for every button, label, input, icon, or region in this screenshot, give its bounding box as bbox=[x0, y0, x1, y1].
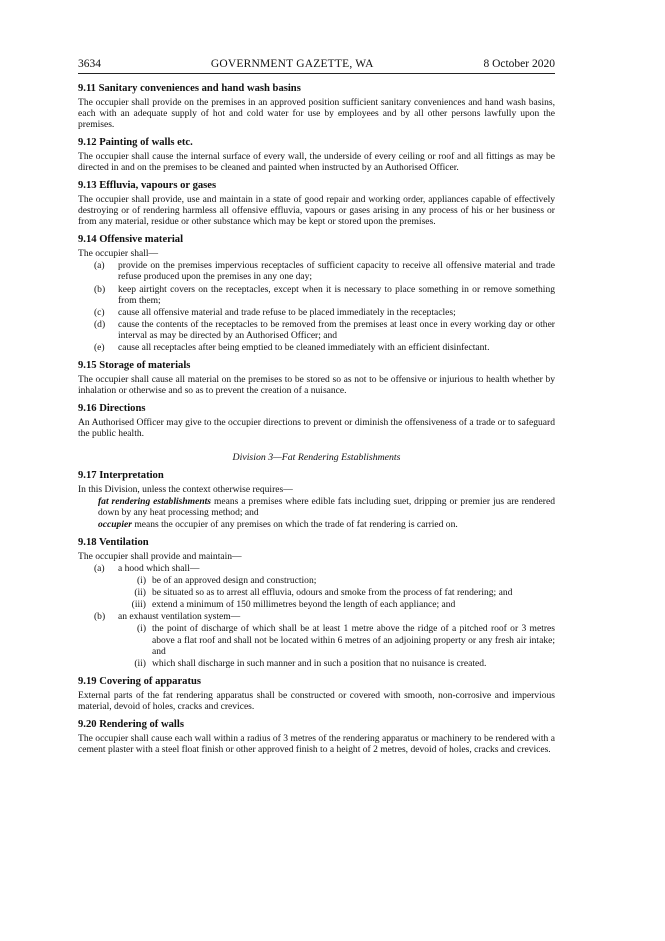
sub-list-item: (iii) extend a minimum of 150 millimetres beyond the length of each appliance; and bbox=[131, 599, 456, 611]
division-title: Division 3—Fat Rendering Establishments bbox=[232, 451, 401, 463]
page-header bbox=[78, 58, 555, 74]
intro-9-18: The occupier shall provide and maintain— bbox=[78, 551, 242, 563]
list-item: (d) cause the contents of the receptacles to be removed from the premises at least once in every working day or other interval as may be directed by an Authorised Officer; and bbox=[94, 318, 555, 341]
list-item: (b) an exhaust ventilation system— bbox=[94, 611, 241, 623]
heading-9-11: 9.11 Sanitary conveniences and hand wash basins bbox=[78, 83, 301, 94]
definition-fat-rendering: fat rendering establishments means a premises where edible fats including suet, dripping or premier jus are rendered down by any heat processing method; and bbox=[98, 496, 555, 519]
intro-9-17: In this Division, unless the context otherwise requires— bbox=[78, 483, 293, 495]
text-9-12: The occupier shall cause the internal surface of every wall, the underside of every ceiling or roof and all fittings as may be directed in and on the premises to be cleaned and painted when instructed by an Authorised Officer. bbox=[78, 151, 555, 174]
gazette-page bbox=[78, 58, 555, 755]
list-item: (a) a hood which shall— bbox=[94, 563, 200, 575]
heading-9-16: 9.16 Directions bbox=[78, 402, 146, 414]
gazette-date: 8 October 2020 bbox=[483, 58, 555, 70]
heading-9-12: 9.12 Painting of walls etc. bbox=[78, 137, 193, 149]
sub-list-item: (i) the point of discharge of which shall be at least 1 metre above the ridge of a pitched roof or 3 metres above a flat roof and shall not be located within 6 metres of an adjoining property or any fresh air intake; and bbox=[136, 623, 555, 657]
gazette-title: GOVERNMENT GAZETTE, WA bbox=[210, 58, 374, 70]
list-item: (a) provide on the premises impervious receptacles of sufficient capacity to receive all offensive material and trade refuse produced upon the premises in any one day; bbox=[94, 260, 555, 283]
sub-list-item: (i) be of an approved design and construction; bbox=[136, 575, 317, 587]
heading-9-18: 9.18 Ventilation bbox=[78, 537, 149, 549]
heading-9-19: 9.19 Covering of apparatus bbox=[78, 675, 202, 687]
list-item: (e) cause all receptacles after being emptied to be cleaned immediately with an efficient disinfectant. bbox=[94, 341, 490, 353]
heading-9-20: 9.20 Rendering of walls bbox=[78, 718, 184, 730]
intro-9-14: The occupier shall— bbox=[78, 248, 159, 260]
definition-occupier: occupier means the occupier of any premises on which the trade of fat rendering is carried on. bbox=[98, 519, 458, 531]
heading-9-13: 9.13 Effluvia, vapours or gases bbox=[78, 180, 217, 192]
heading-9-14: 9.14 Offensive material bbox=[78, 234, 184, 246]
list-item: (c) cause all offensive material and trade refuse to be placed immediately in the receptacles; bbox=[94, 306, 456, 318]
sub-list-item: (ii) which shall discharge in such manner and in such a position that no nuisance is created. bbox=[134, 657, 487, 669]
sub-list-item: (ii) be situated so as to arrest all effluvia, odours and smoke from the process of fat rendering; and bbox=[134, 587, 513, 599]
heading-9-17: 9.17 Interpretation bbox=[78, 469, 164, 481]
text-9-15: The occupier shall cause all material on the premises to be stored so as not to be offensive or injurious to health whether by inhalation or otherwise and so as to prevent the creation of a nuisance. bbox=[78, 373, 555, 396]
text-9-16: An Authorised Officer may give to the occupier directions to prevent or diminish the offensiveness of a trade or to safeguard the public health. bbox=[78, 416, 555, 439]
page-number: 3634 bbox=[78, 58, 101, 70]
heading-9-15: 9.15 Storage of materials bbox=[78, 359, 191, 371]
text-9-13: The occupier shall provide, use and maintain in a state of good repair and working order, appliances capable of effectively destroying or of rendering harmless all offensive effluvia, vapours or gases arising in any process of his or her business or from any material, residue or other substance which may be kept or stored upon the premises. bbox=[78, 194, 555, 228]
list-item: (b) keep airtight covers on the receptacles, except when it is necessary to place something in or remove something from them; bbox=[94, 283, 555, 306]
text-9-11: The occupier shall provide on the premises in an approved position sufficient sanitary conveniences and hand wash basins, each with an adequate supply of hot and cold water for use by employees and by all other persons lawfully upon the premises. bbox=[78, 97, 555, 131]
text-9-19: External parts of the fat rendering apparatus shall be constructed or covered with smooth, non-corrosive and impervious material, devoid of holes, cracks and crevices. bbox=[78, 689, 555, 712]
text-9-20: The occupier shall cause each wall within a radius of 3 metres of the rendering apparatus or machinery to be rendered with a cement plaster with a steel float finish or other approved finish to a height of 2 metres, devoid of holes, cracks and crevices. bbox=[78, 732, 555, 755]
